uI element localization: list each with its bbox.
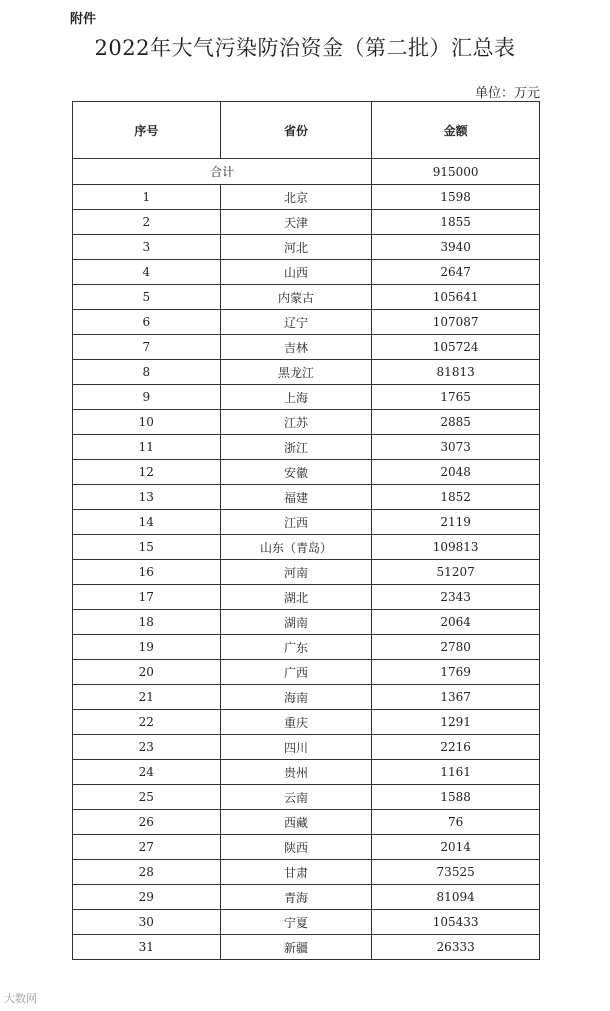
cell-province: 重庆: [220, 710, 372, 735]
table-header-row: [73, 102, 540, 159]
table-row: [73, 535, 540, 560]
cell-province: 浙江: [220, 435, 372, 460]
table-row: [73, 560, 540, 585]
cell-no: 28: [73, 860, 221, 885]
cell-amount: 2064: [372, 610, 540, 635]
cell-province: 北京: [220, 185, 372, 210]
cell-no: 9: [73, 385, 221, 410]
cell-province: 河北: [220, 235, 372, 260]
cell-amount: 2647: [372, 260, 540, 285]
cell-no: 7: [73, 335, 221, 360]
attachment-label: 附件: [70, 12, 97, 27]
cell-no: 22: [73, 710, 221, 735]
cell-no: 30: [73, 910, 221, 935]
cell-no: 24: [73, 760, 221, 785]
cell-province: 江西: [220, 510, 372, 535]
cell-amount: 51207: [372, 560, 540, 585]
cell-no: 5: [73, 285, 221, 310]
cell-province: 四川: [220, 735, 372, 760]
cell-no: 4: [73, 260, 221, 285]
cell-amount: 1855: [372, 210, 540, 235]
column-header-province: 省份: [220, 102, 372, 159]
table-row: [73, 385, 540, 410]
table-row: [73, 435, 540, 460]
cell-amount: 105724: [372, 335, 540, 360]
cell-province: 陕西: [220, 835, 372, 860]
column-header-number: 序号: [73, 102, 221, 159]
cell-amount: 3073: [372, 435, 540, 460]
total-amount: 915000: [372, 159, 540, 185]
cell-no: 26: [73, 810, 221, 835]
table-row: [73, 610, 540, 635]
table-row: [73, 585, 540, 610]
cell-amount: 1161: [372, 760, 540, 785]
cell-no: 29: [73, 885, 221, 910]
cell-province: 内蒙古: [220, 285, 372, 310]
cell-no: 27: [73, 835, 221, 860]
cell-amount: 81813: [372, 360, 540, 385]
table-row: [73, 735, 540, 760]
cell-province: 山西: [220, 260, 372, 285]
watermark: 大数网: [4, 992, 37, 1005]
cell-no: 10: [73, 410, 221, 435]
cell-no: 16: [73, 560, 221, 585]
cell-amount: 2343: [372, 585, 540, 610]
funding-summary-table: [72, 101, 540, 960]
cell-province: 天津: [220, 210, 372, 235]
cell-province: 贵州: [220, 760, 372, 785]
table-row: [73, 635, 540, 660]
column-header-amount: 金额: [372, 102, 540, 159]
cell-amount: 2048: [372, 460, 540, 485]
cell-province: 山东（青岛）: [220, 535, 372, 560]
cell-amount: 26333: [372, 935, 540, 960]
cell-province: 海南: [220, 685, 372, 710]
cell-amount: 1765: [372, 385, 540, 410]
cell-province: 上海: [220, 385, 372, 410]
table-row: [73, 885, 540, 910]
table-row: [73, 685, 540, 710]
cell-amount: 81094: [372, 885, 540, 910]
cell-amount: 2119: [372, 510, 540, 535]
cell-amount: 2780: [372, 635, 540, 660]
cell-province: 福建: [220, 485, 372, 510]
cell-no: 15: [73, 535, 221, 560]
total-label: 合计: [73, 159, 372, 185]
cell-province: 青海: [220, 885, 372, 910]
cell-amount: 3940: [372, 235, 540, 260]
cell-no: 2: [73, 210, 221, 235]
table-row: [73, 185, 540, 210]
table-row: [73, 935, 540, 960]
table-row: [73, 310, 540, 335]
cell-province: 吉林: [220, 335, 372, 360]
cell-amount: 76: [372, 810, 540, 835]
cell-province: 新疆: [220, 935, 372, 960]
cell-amount: 107087: [372, 310, 540, 335]
cell-province: 云南: [220, 785, 372, 810]
cell-no: 14: [73, 510, 221, 535]
cell-no: 17: [73, 585, 221, 610]
table-row: [73, 335, 540, 360]
table-row: [73, 260, 540, 285]
cell-amount: 1367: [372, 685, 540, 710]
cell-amount: 1769: [372, 660, 540, 685]
cell-province: 辽宁: [220, 310, 372, 335]
table-row: [73, 510, 540, 535]
cell-province: 广西: [220, 660, 372, 685]
cell-no: 11: [73, 435, 221, 460]
cell-no: 20: [73, 660, 221, 685]
table-row: [73, 285, 540, 310]
cell-amount: 109813: [372, 535, 540, 560]
cell-amount: 105433: [372, 910, 540, 935]
cell-province: 广东: [220, 635, 372, 660]
cell-amount: 73525: [372, 860, 540, 885]
table-row: [73, 785, 540, 810]
page-title: 2022年大气污染防治资金（第二批）汇总表: [94, 36, 516, 60]
table-row: [73, 235, 540, 260]
cell-amount: 1598: [372, 185, 540, 210]
cell-no: 23: [73, 735, 221, 760]
total-row: [73, 159, 540, 185]
cell-no: 1: [73, 185, 221, 210]
cell-amount: 1852: [372, 485, 540, 510]
cell-province: 湖南: [220, 610, 372, 635]
table-row: [73, 760, 540, 785]
cell-province: 宁夏: [220, 910, 372, 935]
cell-amount: 2885: [372, 410, 540, 435]
unit-label: 单位：万元: [474, 86, 540, 101]
cell-no: 25: [73, 785, 221, 810]
cell-province: 安徽: [220, 460, 372, 485]
cell-province: 江苏: [220, 410, 372, 435]
cell-province: 黑龙江: [220, 360, 372, 385]
table-row: [73, 710, 540, 735]
cell-no: 6: [73, 310, 221, 335]
table-row: [73, 810, 540, 835]
table-row: [73, 660, 540, 685]
table-row: [73, 410, 540, 435]
cell-province: 西藏: [220, 810, 372, 835]
cell-no: 8: [73, 360, 221, 385]
cell-amount: 1291: [372, 710, 540, 735]
cell-amount: 105641: [372, 285, 540, 310]
cell-no: 18: [73, 610, 221, 635]
cell-no: 13: [73, 485, 221, 510]
cell-province: 河南: [220, 560, 372, 585]
table-row: [73, 210, 540, 235]
cell-no: 31: [73, 935, 221, 960]
cell-no: 3: [73, 235, 221, 260]
cell-amount: 1588: [372, 785, 540, 810]
table-row: [73, 360, 540, 385]
table-row: [73, 910, 540, 935]
cell-no: 21: [73, 685, 221, 710]
cell-province: 湖北: [220, 585, 372, 610]
table-row: [73, 460, 540, 485]
cell-province: 甘肃: [220, 860, 372, 885]
table-row: [73, 835, 540, 860]
cell-no: 12: [73, 460, 221, 485]
cell-no: 19: [73, 635, 221, 660]
cell-amount: 2216: [372, 735, 540, 760]
cell-amount: 2014: [372, 835, 540, 860]
table-row: [73, 860, 540, 885]
table-row: [73, 485, 540, 510]
